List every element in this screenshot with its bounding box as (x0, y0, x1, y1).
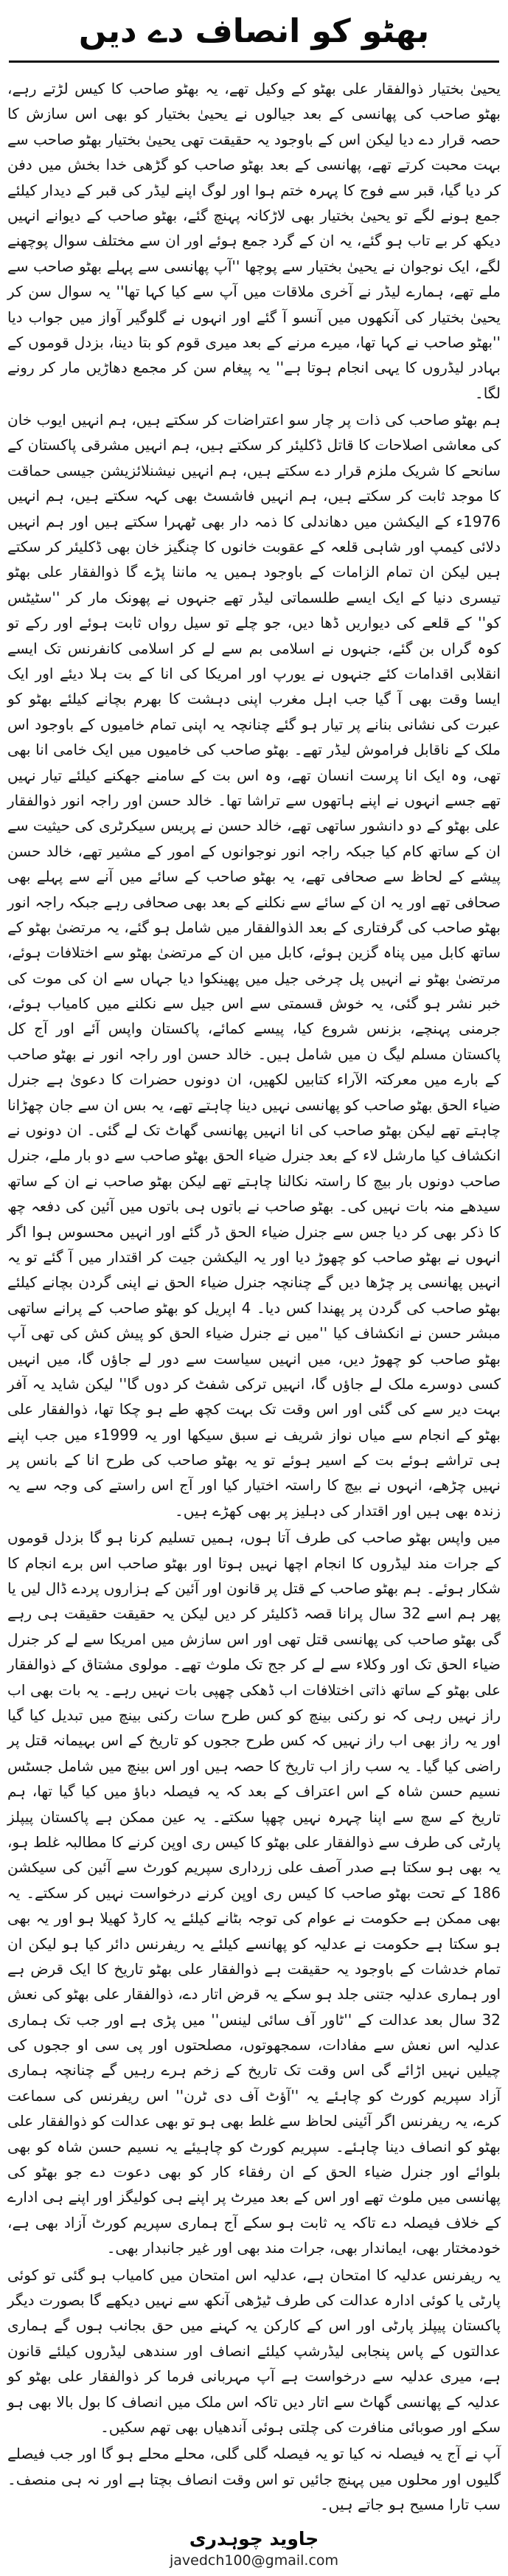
title-divider (9, 60, 499, 63)
article-paragraph: آپ نے آج یہ فیصلہ نہ کیا تو یہ فیصلہ گلی گلی، محلے محلے ہو گا اور جب فیصلے گلیوں اور محلوں میں پہنچ جائیں تو اس وقت انصاف بچتا ہے اور نہ ہی منصف۔ سب تارا مسیح ہو جاتے ہیں۔ (7, 2445, 501, 2514)
article-paragraph: میں واپس بھٹو صاحب کی طرف آتا ہوں، ہمیں تسلیم کرنا ہو گا بزدل قوموں کے جرات مند لیڈروں کا انجام اچھا نہیں ہوتا اور بھٹو صاحب اس برے انجام کا شکار ہوئے۔ ہم بھٹو صاحب کے قتل پر قانون اور آئین کے ہزاروں پردے ڈال لیں یا پھر ہم اسے 32 سال پرانا قصہ ڈکلیئر کر دیں لیکن یہ حقیقت حقیقت ہی رہے گی بھٹو صاحب کی پھانسی قتل تھی اور اس سازش میں امریکا سے لے کر جنرل ضیاء الحق تک اور وکلاء سے لے کر جج تک ملوث تھے۔ مولوی مشتاق کے ذوالفقار علی بھٹو کے ساتھ ذاتی اختلافات اب ڈھکی چھپی بات نہیں رہے۔ یہ بات بھی اب راز نہیں رہی کہ نو رکنی بینچ کو کس طرح سات رکنی بینچ میں تبدیل کیا گیا اور یہ راز بھی اب راز نہیں کہ کس طرح ججوں کو تاریخ کے اس بہیمانہ قتل پر راضی کیا گیا۔ یہ سب راز اب تاریخ کا حصہ ہیں اور اس بینچ میں شامل جسٹس نسیم حسن شاہ کے اس اعتراف کے بعد کہ یہ فیصلہ دباؤ میں کیا گیا تھا، ہم تاریخ کے سچ سے اپنا چہرہ نہیں چھپا سکتے۔ یہ عین ممکن ہے پاکستان پیپلز پارٹی کی طرف سے ذوالفقار علی بھٹو کا کیس ری اوپن کرنے کا مطالبہ غلط ہو، یہ بھی ہو سکتا ہے صدر آصف علی زرداری سپریم کورٹ سے آئین کی سیکشن 186 کے تحت بھٹو صاحب کا کیس ری اوپن کرنے درخواست نہیں کر سکتے۔ یہ بھی ممکن ہے حکومت نے عوام کی توجہ بٹانے کیلئے یہ کارڈ کھیلا ہو اور یہ بھی ہو سکتا ہے حکومت نے عدلیہ کو پھانسے کیلئے یہ ریفرنس دائر کیا ہو لیکن ان تمام خدشات کے باوجود یہ حقیقت ہے ذوالفقار علی بھٹو تاریخ کا ایک قرض ہے اور ہماری عدلیہ جتنی جلد ہو سکے یہ قرض اتار دے، ذوالفقار علی بھٹو کی نعش 32 سال بعد عدالت کے ''ٹاور آف سائی لینس'' میں پڑی ہے اور جب تک ہماری عدلیہ اس نعش سے مفادات، سمجھوتوں، مصلحتوں اور پی سی او ججوں کی چیلیں نہیں اڑائے گی اس وقت تک تاریخ کے زخم ہرے رہیں گے چنانچہ ہماری آزاد سپریم کورٹ کو چاہئے یہ ''آؤٹ آف دی ٹرن'' اس ریفرنس کی سماعت کرے، یہ ریفرنس اگر آئینی لحاظ سے غلط بھی ہو تو بھی عدالت کو ذوالفقار علی بھٹو کو انصاف دینا چاہئے۔ سپریم کورٹ کو چاہیئے یہ نسیم حسن شاہ کو بھی بلوائے اور جنرل ضیاء الحق کے ان رفقاء کار کو بھی دعوت دے جو بھٹو کی پھانسی میں ملوث تھے اور اس کے بعد میرٹ پر اپنے ہی کولیگز اور اپنے ہی ادارے کے خلاف فیصلہ دے تاکہ یہ ثابت ہو سکے آج ہماری سپریم کورٹ آزاد بھی ہے، خودمختار بھی، ایماندار بھی، جرات مند بھی اور غیر جانبدار بھی۔ (7, 1528, 501, 2257)
author-email: javedch100@gmail.com (169, 2552, 339, 2569)
article-paragraph: یہ ریفرنس عدلیہ کا امتحان ہے، عدلیہ اس امتحان میں کامیاب ہو گئی تو کوئی پارٹی یا کوئی ادارہ عدالت کی طرف ٹیڑھی آنکھ سے نہیں دیکھے گا بصورت دیگر پاکستان پیپلز پارٹی اور اس کے کارکن یہ کہنے میں حق بجانب ہوں گے ہماری عدالتوں کے پاس پنجابی لیڈرشپ کیلئے انصاف اور سندھی لیڈروں کیلئے قانون ہے، میری عدلیہ سے درخواست ہے آپ مہربانی فرما کر ذوالفقار علی بھٹو کو عدلیہ کے پھانسی گھاٹ سے اتار دیں تاکہ اس ملک میں انصاف کا بول بالا بھی ہو سکے اور صوبائی منافرت کی چلتی ہوئی آندھیاں بھی تھم سکیں۔ (7, 2265, 501, 2436)
article-title: بھٹو کو انصاف دے دیں (78, 13, 430, 50)
article-footer (7, 2528, 501, 2569)
article-body (7, 76, 501, 2518)
article-paragraph: ہم بھٹو صاحب کی ذات پر چار سو اعتراضات کر سکتے ہیں، ہم انہیں ایوب خان کی معاشی اصلاحات کا قاتل ڈکلیئر کر سکتے ہیں، ہم انہیں مشرقی پاکستان کے سانحے کا شریک ملزم قرار دے سکتے ہیں، ہم انہیں نیشنلائزیشن جیسی حماقت کا موجد ثابت کر سکتے ہیں، ہم انہیں فاشسٹ بھی کہہ سکتے ہیں، ہم انہیں 1976ء کے الیکشن میں دھاندلی کا ذمہ دار بھی ٹھہرا سکتے ہیں اور ہم انہیں دلائی کیمپ اور شاہی قلعہ کے عقوبت خانوں کا چنگیز خان بھی ڈکلیئر کر سکتے ہیں لیکن ان تمام الزامات کے باوجود ہمیں یہ ماننا پڑے گا ذوالفقار علی بھٹو تیسری دنیا کے ایک ایسے طلسماتی لیڈر تھے جنہوں نے پھونک مار کر ''سٹیٹس کو'' کے قلعے کی دیواریں ڈھا دیں، جو چلے تو سیل رواں ثابت ہوئے اور رکے تو کوہ گراں بن گئے، جنہوں نے اسلامی بم سے لے کر اسلامی کانفرنس تک ایسے انقلابی اقدامات کئے جنہوں نے یورپ اور امریکا کی انا کے بت ہلا دیئے اور ایک ایسا وقت بھی آ گیا جب اہل مغرب اپنی دہشت کا بھرم بچانے کیلئے بھٹو کو عبرت کی نشانی بنانے پر تیار ہو گئے چنانچہ یہ اپنی تمام خامیوں کے باوجود اس ملک کے ناقابل فراموش لیڈر تھے۔ بھٹو صاحب کی خامیوں میں ایک خامی انا بھی تھی، وہ ایک انا پرست انسان تھے، وہ اس بت کے سامنے جھکنے کیلئے تیار نہیں تھے جسے انہوں نے اپنے ہاتھوں سے تراشا تھا۔ خالد حسن اور راجہ انور ذوالفقار علی بھٹو کے دو دانشور ساتھی تھے، خالد حسن نے پریس سیکرٹری کی حیثیت سے ان کے ساتھ کام کیا جبکہ راجہ انور نوجوانوں کے امور کے مشیر تھے، خالد حسن پیشے کے لحاظ سے صحافی تھے، یہ بھٹو صاحب کے سائے میں آنے سے پہلے بھی صحافی تھے اور یہ ان کے سائے سے نکلنے کے بعد بھی صحافی رہے جبکہ راجہ انور بھٹو صاحب کی گرفتاری کے بعد الذوالفقار میں شامل ہو گئے، یہ مرتضیٰ بھٹو کے ساتھ کابل میں پناہ گزین ہوئے، کابل میں ان کے مرتضیٰ بھٹو سے اختلافات ہوئے، مرتضیٰ بھٹو نے انہیں پل چرخی جیل میں پھینکوا دیا جہاں سے ان کی موت کی خبر نشر ہو گئی، یہ خوش قسمتی سے اس جیل سے نکلنے میں کامیاب ہوئے، جرمنی پہنچے، بزنس شروع کیا، پیسے کمائے، پاکستان واپس آئے اور آج کل پاکستان مسلم لیگ ن میں شامل ہیں۔ خالد حسن اور راجہ انور نے بھٹو صاحب کے بارے میں معرکتہ الآراء کتابیں لکھیں، ان دونوں حضرات کا دعویٰ ہے جنرل ضیاء الحق بھٹو صاحب کو پھانسی نہیں دینا چاہتے تھے، یہ بس ان سے جان چھڑانا چاہتے تھے لیکن بھٹو صاحب کی انا انہیں پھانسی گھاٹ تک لے گئی۔ ان دونوں نے انکشاف کیا مارشل لاء کے بعد جنرل ضیاء الحق بھٹو صاحب سے دو بار ملے، جنرل صاحب دونوں بار بیچ کا راستہ نکالنا چاہتے تھے لیکن بھٹو صاحب نے ان کے ساتھ سیدھے منہ بات نہیں کی۔ بھٹو صاحب نے باتوں ہی باتوں میں آئین کی دفعہ چھ کا ذکر بھی کر دیا جس سے جنرل ضیاء الحق ڈر گئے اور انہیں محسوس ہوا اگر انہوں نے بھٹو صاحب کو چھوڑ دیا اور یہ الیکشن جیت کر اقتدار میں آ گئے تو یہ انہیں پھانسی پر چڑھا دیں گے چنانچہ جنرل ضیاء الحق نے اپنی گردن بچانے کیلئے بھٹو صاحب کی گردن پر پھندا کس دیا۔ 4 اپریل کو بھٹو صاحب کے پرانے ساتھی مبشر حسن نے انکشاف کیا ''میں نے جنرل ضیاء الحق کو پیش کش کی تھی آپ بھٹو صاحب کو چھوڑ دیں، میں انہیں سیاست سے دور لے جاؤں گا، میں انہیں کسی دوسرے ملک لے جاؤں گا، انہیں ترکی شفٹ کر دوں گا'' لیکن شاید یہ آفر بہت دیر سے کی گئی اور اس وقت تک بہت کچھ طے ہو چکا تھا، ذوالفقار علی بھٹو کے انجام سے میاں نواز شریف نے سبق سیکھا اور یہ 1999ء میں جب اپنے ہی تراشے ہوئے بت کے اسیر ہوئے تو یہ بھٹو صاحب کی طرح انا کے بانس پر نہیں چڑھے، انہوں نے بیچ کا راستہ اختیار کیا اور آج اس راستے کی وجہ سے یہ زندہ بھی ہیں اور اقتدار کی دہلیز پر بھی کھڑے ہیں۔ (7, 411, 501, 1520)
author-name: جاوید چوہدری (189, 2527, 319, 2549)
article-paragraph: یحییٰ بختیار ذوالفقار علی بھٹو کے وکیل تھے، یہ بھٹو صاحب کا کیس لڑتے رہے، بھٹو صاحب کی پھانسی کے بعد جیالوں نے یحییٰ بختیار کو بھی اس سازش کا حصہ قرار دے دیا لیکن اس کے باوجود یہ حقیقت تھی یحییٰ بختیار بھٹو صاحب سے بہت محبت کرتے تھے، پھانسی کے بعد بھٹو صاحب کو گڑھی خدا بخش میں دفن کر دیا گیا، قبر سے فوج کا پہرہ ختم ہوا اور لوگ اپنے لیڈر کی قبر کے دیدار کیلئے جمع ہونے لگے تو یحییٰ بختیار بھی لاڑکانہ پہنچ گئے، بھٹو صاحب کے دیوانے انہیں دیکھ کر بے تاب ہو گئے، یہ ان کے گرد جمع ہوئے اور ان سے مختلف سوال پوچھنے لگے، ایک نوجوان نے یحییٰ بختیار سے پوچھا ''آپ پھانسی سے پہلے بھٹو صاحب سے ملے تھے، ہمارے لیڈر نے آخری ملاقات میں آپ سے کیا کہا تھا'' یہ سوال سن کر یحییٰ بختیار کی آنکھوں میں آنسو آ گئے اور انہوں نے گلوگیر آواز میں جواب دیا ''بھٹو صاحب نے کہا تھا، میرے مرنے کے بعد میری قوم کو بتا دینا، بزدل قوموں کے بہادر لیڈروں کا یہی انجام ہوتا ہے'' یہ پیغام سن کر مجمع دھاڑیں مار کر رونے لگا۔ (7, 80, 501, 402)
